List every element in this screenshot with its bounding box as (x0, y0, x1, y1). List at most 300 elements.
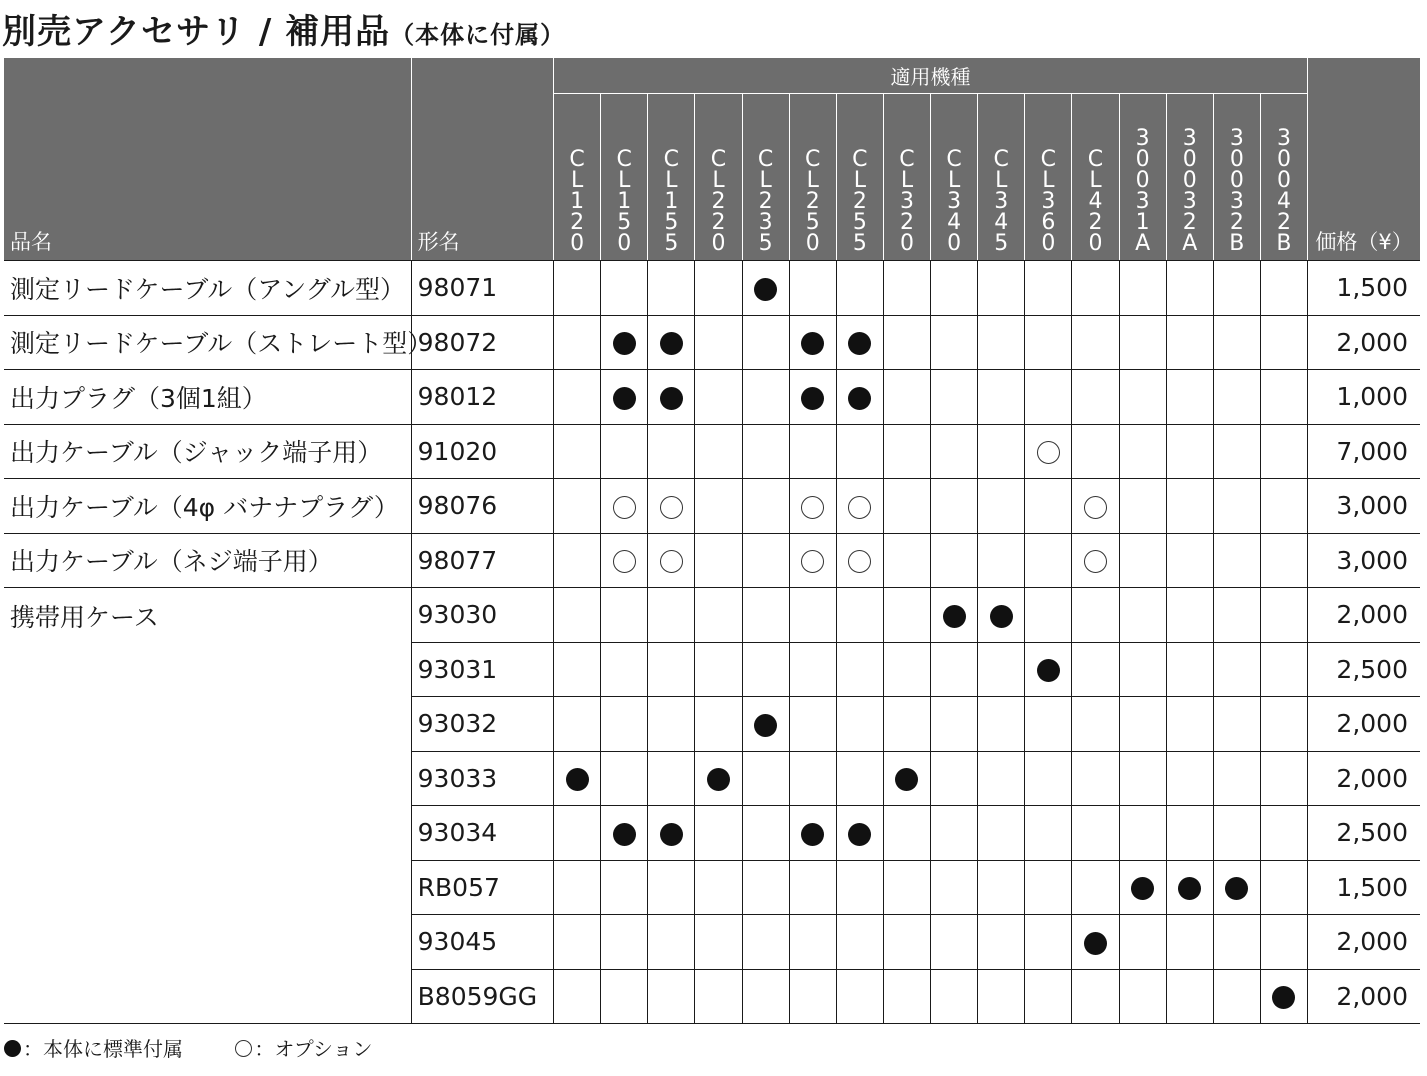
model-header-char: 0 (1276, 168, 1291, 193)
compat-cell (1025, 533, 1072, 588)
compat-cell (789, 806, 836, 861)
compat-cell (1260, 533, 1307, 588)
model-header-char: L (853, 168, 866, 193)
compat-cell (1166, 588, 1213, 643)
model-header-cl255 (836, 94, 883, 261)
model-header-cl420 (1072, 94, 1119, 261)
compat-cell (1260, 751, 1307, 806)
model-header-cl320 (883, 94, 930, 261)
compat-cell (836, 806, 883, 861)
compat-cell (554, 370, 601, 425)
compat-cell (836, 860, 883, 915)
model-header-char: L (900, 168, 914, 193)
model-header-char: 5 (994, 231, 1009, 256)
compat-cell (836, 588, 883, 643)
compat-cell (648, 697, 695, 752)
open-circle-icon (660, 496, 683, 519)
compat-cell (554, 751, 601, 806)
compat-cell (554, 424, 601, 479)
compat-cell (648, 424, 695, 479)
compat-cell (1025, 969, 1072, 1024)
model-header-label (1025, 149, 1071, 254)
model-header-char: L (806, 168, 819, 193)
compat-cell (554, 860, 601, 915)
header-name: 品名 (4, 58, 411, 261)
filled-circle-icon (1131, 877, 1154, 900)
compat-cell (931, 533, 978, 588)
model-header-label (1261, 128, 1307, 254)
compat-cell (1166, 751, 1213, 806)
model-header-char: C (852, 147, 868, 172)
model-header-char: 0 (1135, 147, 1150, 172)
compat-cell (978, 588, 1025, 643)
compat-cell (883, 261, 930, 316)
model-header-30031a (1119, 94, 1166, 261)
compat-cell (836, 370, 883, 425)
compat-cell (789, 969, 836, 1024)
model-header-char: 3 (1135, 189, 1150, 214)
compat-cell (601, 915, 648, 970)
model-header-char: 2 (1229, 210, 1244, 235)
filled-circle-icon (801, 823, 824, 846)
compat-cell (554, 261, 601, 316)
model-header-char: 0 (1229, 147, 1244, 172)
compat-cell (1025, 806, 1072, 861)
compat-cell (695, 642, 742, 697)
legend-filled-label: ：本体に標準付属 (23, 1037, 183, 1061)
compat-cell (742, 751, 789, 806)
legend (4, 1033, 419, 1062)
model-header-label (978, 149, 1024, 254)
model-header-char: 0 (617, 231, 632, 256)
compat-cell (1213, 697, 1260, 752)
model-number: 93031 (411, 642, 553, 697)
filled-circle-icon (1037, 659, 1060, 682)
model-header-char: 2 (899, 210, 914, 235)
compat-cell (601, 479, 648, 534)
compat-cell (978, 697, 1025, 752)
model-header-label (648, 149, 694, 254)
legend-open (235, 1033, 372, 1062)
compat-cell (695, 969, 742, 1024)
filled-circle-icon (801, 332, 824, 355)
price: 2,000 (1308, 969, 1420, 1024)
price: 1,500 (1308, 261, 1420, 316)
compat-cell (1119, 915, 1166, 970)
open-circle-icon (801, 550, 824, 573)
filled-circle-icon (613, 387, 636, 410)
compat-cell (1072, 479, 1119, 534)
compat-cell (1119, 860, 1166, 915)
model-header-char: C (899, 147, 915, 172)
compat-cell (1025, 588, 1072, 643)
compat-cell (789, 424, 836, 479)
compat-cell (1119, 969, 1166, 1024)
product-name: 測定リードケーブル（ストレート型） (4, 315, 411, 370)
model-header-char: 3 (994, 189, 1009, 214)
compat-cell (931, 860, 978, 915)
filled-circle-icon (707, 768, 730, 791)
compat-cell (1072, 370, 1119, 425)
compat-cell (1119, 588, 1166, 643)
model-header-char: L (759, 168, 772, 193)
model-number: B8059GG (411, 969, 553, 1024)
price: 3,000 (1308, 479, 1420, 534)
compat-cell (554, 915, 601, 970)
product-name: 出力ケーブル（4φ バナナプラグ） (4, 479, 411, 534)
compat-cell (601, 697, 648, 752)
compat-cell (554, 588, 601, 643)
compat-cell (1119, 642, 1166, 697)
compat-cell (789, 261, 836, 316)
compat-cell (883, 588, 930, 643)
model-number: RB057 (411, 860, 553, 915)
compat-cell (1166, 315, 1213, 370)
model-header-char: L (665, 168, 678, 193)
compat-cell (978, 751, 1025, 806)
table-row (4, 261, 1420, 316)
compat-cell (1213, 806, 1260, 861)
compat-cell (931, 751, 978, 806)
compat-cell (1213, 588, 1260, 643)
model-header-cl120 (554, 94, 601, 261)
model-header-label (1120, 128, 1166, 254)
compat-cell (883, 370, 930, 425)
compat-cell (1166, 915, 1213, 970)
model-header-char: C (805, 147, 821, 172)
model-header-char: 6 (1041, 210, 1056, 235)
filled-circle-icon (1178, 877, 1201, 900)
model-header-char: 3 (1229, 126, 1244, 151)
table-row (4, 315, 1420, 370)
model-header-cl345 (978, 94, 1025, 261)
model-header-char: 5 (617, 210, 632, 235)
model-header-char: 5 (852, 231, 867, 256)
compat-cell (789, 479, 836, 534)
compat-cell (1119, 479, 1166, 534)
model-header-cl155 (648, 94, 695, 261)
legend-open-label: ：オプション (254, 1037, 373, 1061)
model-header-char: 2 (570, 210, 585, 235)
compat-cell (1119, 424, 1166, 479)
model-header-label (790, 149, 836, 254)
price: 1,000 (1308, 370, 1420, 425)
compat-cell (978, 370, 1025, 425)
filled-circle-icon (660, 332, 683, 355)
table-body (4, 261, 1420, 1024)
header-model: 形名 (411, 58, 553, 261)
compat-cell (883, 751, 930, 806)
compat-cell (789, 370, 836, 425)
model-header-char: 2 (711, 210, 726, 235)
compat-cell (554, 642, 601, 697)
compat-cell (931, 370, 978, 425)
compat-cell (978, 806, 1025, 861)
compat-cell (648, 533, 695, 588)
compat-cell (836, 533, 883, 588)
compat-cell (1213, 642, 1260, 697)
compat-cell (789, 642, 836, 697)
table-header (4, 58, 1420, 261)
compat-cell (742, 642, 789, 697)
model-header-label (601, 149, 647, 254)
compat-cell (648, 969, 695, 1024)
compat-cell (1119, 533, 1166, 588)
legend-filled (4, 1033, 183, 1062)
compat-cell (742, 370, 789, 425)
price: 1,500 (1308, 860, 1420, 915)
compat-cell (931, 479, 978, 534)
filled-circle-icon (990, 605, 1013, 628)
model-header-char: 0 (570, 231, 585, 256)
compat-cell (1260, 370, 1307, 425)
model-header-cl250 (789, 94, 836, 261)
model-header-30032a (1166, 94, 1213, 261)
compat-cell (1166, 261, 1213, 316)
model-header-char: C (1040, 147, 1057, 172)
compat-cell (601, 370, 648, 425)
compat-cell (1119, 697, 1166, 752)
model-header-cl235 (742, 94, 789, 261)
compat-cell (1213, 479, 1260, 534)
price: 2,000 (1308, 915, 1420, 970)
model-header-char: 0 (1135, 168, 1150, 193)
table-row (4, 533, 1420, 588)
model-header-char: 1 (617, 189, 632, 214)
open-circle-icon (1084, 550, 1107, 573)
model-header-cl220 (695, 94, 742, 261)
compat-cell (648, 860, 695, 915)
open-circle-icon (660, 550, 683, 573)
compat-cell (836, 697, 883, 752)
compat-cell (648, 751, 695, 806)
compat-cell (883, 915, 930, 970)
open-circle-icon (848, 550, 871, 573)
model-header-char: C (1087, 147, 1104, 172)
compat-cell (978, 479, 1025, 534)
model-header-label (837, 149, 883, 254)
model-header-char: L (1042, 168, 1055, 193)
compat-cell (1260, 969, 1307, 1024)
compat-cell (1213, 261, 1260, 316)
product-name: 出力ケーブル（ネジ端子用） (4, 533, 411, 588)
open-circle-icon (235, 1040, 252, 1057)
compat-cell (1166, 806, 1213, 861)
compat-cell (648, 370, 695, 425)
compat-cell (836, 424, 883, 479)
compat-cell (695, 915, 742, 970)
model-number: 91020 (411, 424, 553, 479)
compat-cell (601, 969, 648, 1024)
compat-cell (1119, 806, 1166, 861)
compat-cell (931, 424, 978, 479)
compat-cell (883, 642, 930, 697)
compat-cell (742, 261, 789, 316)
compat-cell (1025, 315, 1072, 370)
compat-cell (695, 315, 742, 370)
compat-cell (883, 860, 930, 915)
model-number: 98077 (411, 533, 553, 588)
model-header-char: 3 (758, 210, 773, 235)
model-header-char: 4 (947, 210, 962, 235)
compat-cell (978, 261, 1025, 316)
compat-cell (789, 915, 836, 970)
compat-cell (1072, 915, 1119, 970)
compat-cell (554, 533, 601, 588)
model-header-char: C (616, 147, 632, 172)
compat-cell (742, 588, 789, 643)
filled-circle-icon (660, 823, 683, 846)
filled-circle-icon (660, 387, 683, 410)
filled-circle-icon (801, 387, 824, 410)
model-header-char: 3 (1135, 126, 1150, 151)
compat-cell (742, 806, 789, 861)
model-header-30032b (1213, 94, 1260, 261)
compat-cell (836, 479, 883, 534)
product-name: 測定リードケーブル（アングル型） (4, 261, 411, 316)
compat-cell (1260, 479, 1307, 534)
compat-cell (648, 479, 695, 534)
model-header-char: 5 (852, 210, 867, 235)
model-header-char: 3 (1229, 189, 1244, 214)
compat-cell (1166, 969, 1213, 1024)
model-header-char: C (663, 147, 680, 172)
compat-cell (1213, 915, 1260, 970)
compat-cell (648, 915, 695, 970)
compat-cell (1166, 424, 1213, 479)
model-header-char: 3 (899, 189, 914, 214)
compat-cell (1072, 806, 1119, 861)
model-header-char: 0 (1182, 147, 1197, 172)
compat-cell (883, 806, 930, 861)
compat-cell (648, 261, 695, 316)
price: 2,000 (1308, 751, 1420, 806)
filled-circle-icon (1225, 877, 1248, 900)
compat-cell (1166, 697, 1213, 752)
filled-circle-icon (4, 1040, 21, 1057)
compat-cell (1025, 915, 1072, 970)
model-header-label (695, 149, 741, 254)
compat-cell (648, 588, 695, 643)
compat-cell (554, 697, 601, 752)
open-circle-icon (848, 496, 871, 519)
accessory-table (4, 57, 1420, 1024)
model-header-30042b (1260, 94, 1307, 261)
model-header-char: 2 (758, 189, 773, 214)
product-name: 出力ケーブル（ジャック端子用） (4, 424, 411, 479)
compat-cell (1072, 315, 1119, 370)
compat-cell (931, 697, 978, 752)
compat-cell (789, 697, 836, 752)
price: 2,000 (1308, 315, 1420, 370)
compat-cell (836, 315, 883, 370)
open-circle-icon (1037, 441, 1060, 464)
price: 2,500 (1308, 642, 1420, 697)
compat-cell (978, 424, 1025, 479)
compat-cell (695, 751, 742, 806)
compat-cell (695, 588, 742, 643)
compat-cell (931, 315, 978, 370)
compat-cell (789, 315, 836, 370)
compat-cell (978, 315, 1025, 370)
model-header-char: 3 (947, 189, 962, 214)
compat-cell (1025, 860, 1072, 915)
compat-cell (789, 533, 836, 588)
model-header-char: 0 (1088, 231, 1103, 256)
filled-circle-icon (754, 278, 777, 301)
compat-cell (978, 642, 1025, 697)
compat-cell (836, 261, 883, 316)
compat-cell (1260, 697, 1307, 752)
model-header-char: 0 (1229, 168, 1244, 193)
compat-cell (648, 315, 695, 370)
compat-cell (1072, 860, 1119, 915)
model-header-cl360 (1025, 94, 1072, 261)
compat-cell (1025, 479, 1072, 534)
compat-cell (1025, 751, 1072, 806)
compat-cell (1072, 424, 1119, 479)
compat-cell (601, 533, 648, 588)
model-header-label (884, 149, 930, 254)
compat-cell (978, 860, 1025, 915)
model-header-char: 3 (1182, 189, 1197, 214)
compat-cell (601, 315, 648, 370)
compat-cell (883, 969, 930, 1024)
filled-circle-icon (1272, 986, 1295, 1009)
open-circle-icon (1084, 496, 1107, 519)
compat-cell (1072, 533, 1119, 588)
compat-cell (554, 315, 601, 370)
model-number: 98012 (411, 370, 553, 425)
filled-circle-icon (848, 332, 871, 355)
filled-circle-icon (848, 823, 871, 846)
compat-cell (742, 860, 789, 915)
compat-cell (836, 642, 883, 697)
header-applicable-models: 適用機種 (554, 58, 1308, 94)
compat-cell (1025, 642, 1072, 697)
compat-cell (1260, 261, 1307, 316)
model-number: 93032 (411, 697, 553, 752)
compat-cell (1260, 642, 1307, 697)
model-header-char: 0 (711, 231, 726, 256)
filled-circle-icon (895, 768, 918, 791)
filled-circle-icon (613, 823, 636, 846)
model-header-char: 4 (994, 210, 1009, 235)
table-row (4, 424, 1420, 479)
compat-cell (1072, 588, 1119, 643)
compat-cell (1072, 751, 1119, 806)
compat-cell (1025, 697, 1072, 752)
compat-cell (1072, 969, 1119, 1024)
filled-circle-icon (1084, 932, 1107, 955)
price: 2,000 (1308, 588, 1420, 643)
model-header-label (1072, 149, 1118, 254)
compat-cell (978, 533, 1025, 588)
model-header-char: 0 (899, 231, 914, 256)
compat-cell (931, 261, 978, 316)
compat-cell (742, 424, 789, 479)
compat-cell (601, 751, 648, 806)
compat-cell (931, 588, 978, 643)
compat-cell (836, 915, 883, 970)
model-header-char: C (710, 147, 727, 172)
model-header-label (1167, 128, 1213, 254)
compat-cell (1260, 915, 1307, 970)
compat-cell (978, 915, 1025, 970)
compat-cell (1213, 860, 1260, 915)
model-header-char: B (1276, 231, 1292, 256)
model-header-char: 0 (1182, 168, 1197, 193)
